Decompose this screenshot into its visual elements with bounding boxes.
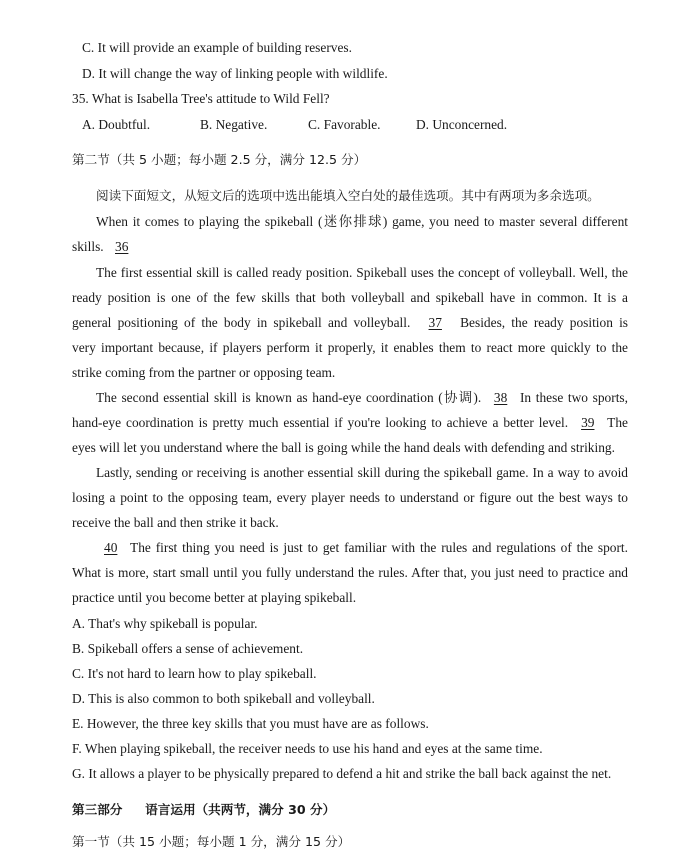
p5-line2: What is more, start small until you fully understand the rules. After that, you just need to practice and — [72, 565, 628, 580]
p3-line2-text-b: The — [607, 415, 628, 430]
option-f: F. When playing spikeball, the receiver needs to use his hand and eyes at the same time. — [72, 741, 543, 756]
section2-instruction: 阅读下面短文，从短文后的选项中选出能填入空白处的最佳选项。其中有两项为多余选项。 — [96, 188, 600, 203]
p5-line1 — [96, 538, 628, 558]
p5-line1-text: The first thing you need is just to get familiar with the rules and regulations of the sport. — [130, 540, 629, 555]
q35-option-c: C. Favorable. — [308, 117, 381, 132]
option-d: D. This is also common to both spikeball and volleyball. — [72, 691, 375, 706]
q35-stem: 35. What is Isabella Tree's attitude to Wild Fell? — [72, 91, 330, 106]
p4-line2: losing a point to the opposing team, every player needs to understand or figure out the best ways to — [72, 490, 628, 505]
p2-line3-text-a: general positioning of the body in spikeball and volleyball. — [72, 315, 411, 330]
p3-line1-text-a: The second essential skill is known as hand-eye coordination (协调). — [96, 390, 482, 405]
p1-line2-text: skills. — [72, 239, 104, 254]
p2-line5: strike coming from the partner or opposing team. — [72, 365, 336, 380]
p3-line2-text-a: hand-eye coordination is pretty much essential if you're looking to achieve a better level. — [72, 415, 569, 430]
q35-option-b: B. Negative. — [200, 117, 268, 132]
p2-line3-text-b: Besides, the ready position is — [460, 315, 629, 330]
p2-line2: ready position is one of the few skills that both volleyball and spikeball have in common. It is a — [72, 290, 628, 305]
blank-37: 37 — [428, 315, 442, 330]
p2-line4: very important because, if players perform it properly, it enables them to react more quickly to the — [72, 340, 628, 355]
p3-line1-text-b: In these two sports, — [519, 390, 628, 405]
p4-line1: Lastly, sending or receiving is another essential skill during the spikeball game. In a way to avoid — [96, 465, 628, 480]
option-g: G. It allows a player to be physically prepared to defend a hit and strike the ball back against the net. — [72, 766, 612, 781]
q34-option-c: C. It will provide an example of building reserves. — [82, 40, 352, 55]
p1-line2 — [72, 237, 136, 257]
blank-38: 38 — [493, 390, 508, 405]
p4-line3: receive the ball and then strike it back. — [72, 515, 279, 530]
blank-36: 36 — [115, 239, 129, 254]
q35-option-d: D. Unconcerned. — [416, 117, 508, 132]
blank-40: 40 — [104, 540, 118, 555]
q34-option-d: D. It will change the way of linking people with wildlife. — [82, 66, 388, 81]
option-c: C. It's not hard to learn how to play spikeball. — [72, 666, 317, 681]
p3-line2 — [72, 413, 628, 433]
p2-line3 — [72, 313, 628, 333]
p5-line3: practice until you become better at playing spikeball. — [72, 590, 357, 605]
p3-line3: eyes will let you understand where the ball is going while the hand deals with defending and striking. — [72, 440, 615, 455]
p1-line1: When it comes to playing the spikeball (迷你排球) game, you need to master several different — [96, 214, 628, 229]
q35-options — [82, 115, 507, 135]
part3-subheading: 第一节（共 15 小题；每小题 1 分，满分 15 分） — [72, 834, 351, 849]
part3-heading — [72, 800, 335, 820]
part3-heading-b: 语言运用（共两节，满分 30 分） — [145, 802, 336, 817]
p3-line1 — [96, 388, 628, 408]
p2-line1: The first essential skill is called ready position. Spikeball uses the concept of volleyball. Well, the — [96, 265, 628, 280]
option-b: B. Spikeball offers a sense of achievement. — [72, 641, 304, 656]
q35-option-a: A. Doubtful. — [82, 117, 151, 132]
option-e: E. However, the three key skills that you must have are as follows. — [72, 716, 429, 731]
part3-heading-a: 第三部分 — [72, 802, 123, 817]
section2-heading: 第二节（共 5 小题；每小题 2.5 分，满分 12.5 分） — [72, 152, 367, 167]
blank-39: 39 — [581, 415, 595, 430]
option-a: A. That's why spikeball is popular. — [72, 616, 258, 631]
